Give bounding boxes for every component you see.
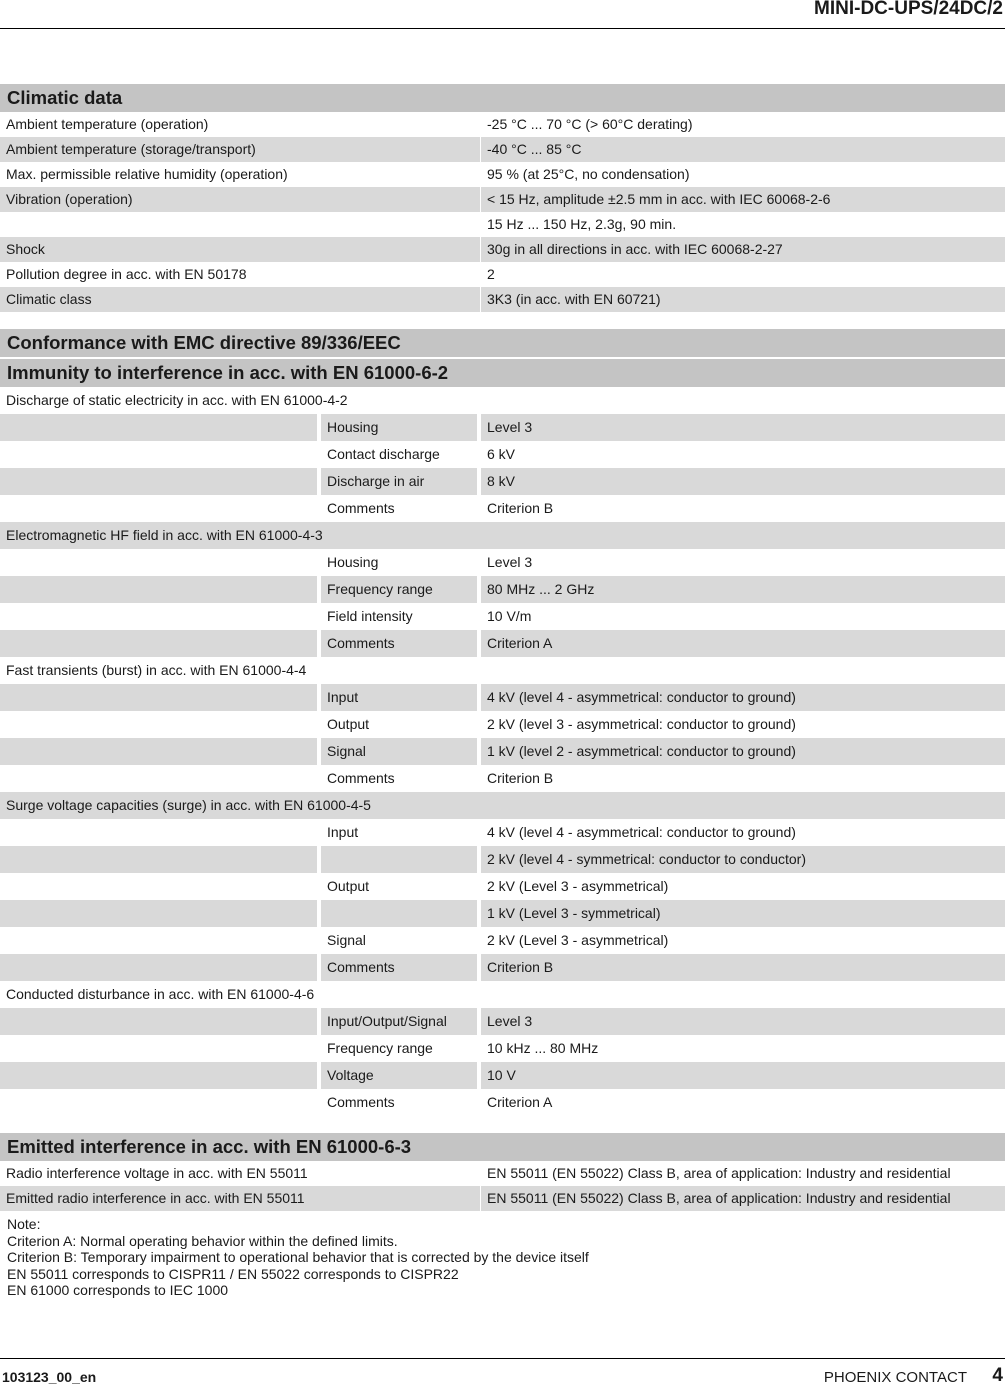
document-title: MINI-DC-UPS/24DC/2: [814, 0, 1003, 19]
table-row: [0, 738, 1005, 765]
param-value: 2 kV (level 3 - asymmetrical: conductor to ground): [487, 716, 796, 732]
table-row: [0, 711, 1005, 738]
notes-block: [0, 1211, 1005, 1299]
table-row: [0, 1008, 1005, 1035]
param-value: 2 kV (Level 3 - asymmetrical): [487, 932, 669, 948]
param-label: Output: [327, 716, 370, 732]
param-value: 10 kHz ... 80 MHz: [487, 1040, 599, 1056]
param-label: Field intensity: [327, 608, 413, 624]
param-value: 4 kV (level 4 - asymmetrical: conductor to ground): [481, 684, 1005, 711]
spec-label: Radio interference voltage in acc. with EN 55011: [6, 1165, 308, 1181]
subsection-title-hf: [0, 522, 1005, 549]
param-value: 8 kV: [481, 468, 1005, 495]
subsection-title-surge: [0, 792, 1005, 819]
param-value: 1 kV (Level 3 - symmetrical): [481, 900, 1005, 927]
param-value: Level 3: [487, 554, 533, 570]
param-label: Output: [327, 878, 370, 894]
page-footer: [0, 1358, 1005, 1387]
param-label: Comments: [327, 1094, 395, 1110]
table-row: [0, 846, 1005, 873]
spec-label: Pollution degree in acc. with EN 50178: [6, 266, 247, 282]
subsection-label: Fast transients (burst) in acc. with EN 61000-4-4: [6, 662, 307, 678]
table-row: [0, 819, 1005, 846]
table-row: [0, 441, 1005, 468]
param-value: 2 kV (level 4 - symmetrical: conductor to conductor): [481, 846, 1005, 873]
param-label: [321, 846, 477, 873]
subsection-label: Conducted disturbance in acc. with EN 61000-4-6: [6, 986, 315, 1002]
param-label: Housing: [327, 554, 379, 570]
table-row: [0, 900, 1005, 927]
table-row: [0, 414, 1005, 441]
param-label: Contact discharge: [327, 446, 440, 462]
page-header: [0, 0, 1005, 29]
param-label: Comments: [321, 954, 477, 981]
table-row: [0, 287, 1005, 312]
table-row: [0, 1089, 1005, 1116]
spec-value: 3K3 (in acc. with EN 60721): [481, 287, 1005, 312]
company-name: PHOENIX CONTACT: [823, 1369, 967, 1386]
spec-label: Shock: [0, 237, 480, 262]
param-value: 10 V/m: [487, 608, 532, 624]
table-row: [0, 112, 1005, 137]
param-value: 10 V: [481, 1062, 1005, 1089]
note-line: EN 61000 corresponds to IEC 1000: [7, 1282, 229, 1298]
table-row: [0, 765, 1005, 792]
table-row: [0, 468, 1005, 495]
spec-value: 15 Hz ... 150 Hz, 2.3g, 90 min.: [487, 216, 677, 232]
table-row: [0, 237, 1005, 262]
spec-value: -40 °C ... 85 °C: [481, 137, 1005, 162]
param-label: Voltage: [321, 1062, 477, 1089]
spec-value: < 15 Hz, amplitude ±2.5 mm in acc. with IEC 60068-2-6: [481, 187, 1005, 212]
note-line: EN 55011 corresponds to CISPR11 / EN 55022 corresponds to CISPR22: [7, 1265, 459, 1282]
param-label: [321, 900, 477, 927]
param-label: Comments: [327, 770, 395, 786]
table-row: [0, 162, 1005, 187]
spec-label: Ambient temperature (operation): [6, 116, 209, 132]
table-row: [0, 1035, 1005, 1062]
table-row: [0, 1161, 1005, 1186]
param-label: Comments: [321, 630, 477, 657]
spec-label: Emitted radio interference in acc. with EN 55011: [0, 1186, 480, 1211]
spec-value: 95 % (at 25°C, no condensation): [487, 166, 690, 182]
spec-value: -25 °C ... 70 °C (> 60°C derating): [487, 116, 693, 132]
param-value: 1 kV (level 2 - asymmetrical: conductor to ground): [481, 738, 1005, 765]
subsection-title-esd: [0, 387, 1005, 414]
subsection-label: Surge voltage capacities (surge) in acc. with EN 61000-4-5: [0, 792, 1005, 819]
param-value: Criterion B: [481, 954, 1005, 981]
spec-label: Climatic class: [0, 287, 480, 312]
spec-value: EN 55011 (EN 55022) Class B, area of application: Industry and residential: [481, 1186, 1005, 1211]
param-value: 6 kV: [487, 446, 516, 462]
table-row: [0, 927, 1005, 954]
spec-label: Vibration (operation): [0, 187, 480, 212]
table-row: [0, 262, 1005, 287]
param-label: Input: [327, 824, 359, 840]
table-row: [0, 684, 1005, 711]
param-value: Level 3: [481, 1008, 1005, 1035]
param-label: Frequency range: [321, 576, 477, 603]
param-label: Comments: [327, 500, 395, 516]
param-label: Input/Output/Signal: [321, 1008, 477, 1035]
param-label: Input: [321, 684, 477, 711]
spec-value: 2: [487, 266, 495, 282]
table-row: [0, 549, 1005, 576]
spec-content: [0, 82, 1005, 1299]
spec-label: Max. permissible relative humidity (operation): [6, 166, 288, 182]
param-value: Criterion A: [481, 630, 1005, 657]
param-value: Level 3: [481, 414, 1005, 441]
subsection-label: Discharge of static electricity in acc. with EN 61000-4-2: [6, 392, 348, 408]
table-row: [0, 212, 1005, 237]
table-row: [0, 495, 1005, 522]
spec-value: EN 55011 (EN 55022) Class B, area of application: Industry and residential: [487, 1165, 951, 1181]
spec-value: 30g in all directions in acc. with IEC 60068-2-27: [481, 237, 1005, 262]
param-label: Frequency range: [327, 1040, 433, 1056]
table-row: [0, 873, 1005, 900]
section-header-emitted: Emitted interference in acc. with EN 61000-6-3: [0, 1133, 1005, 1161]
table-row: [0, 630, 1005, 657]
param-value: Criterion B: [487, 770, 554, 786]
table-row: [0, 137, 1005, 162]
note-line: Criterion B: Temporary impairment to operational behavior that is corrected by the device itself: [7, 1249, 589, 1265]
subsection-label: Electromagnetic HF field in acc. with EN 61000-4-3: [0, 522, 1005, 549]
page-number: 4: [992, 1365, 1003, 1386]
spec-label: [0, 212, 480, 237]
note-line: Note:: [7, 1216, 41, 1232]
table-row: [0, 1062, 1005, 1089]
document-id: 103123_00_en: [2, 1369, 97, 1385]
param-label: Discharge in air: [321, 468, 477, 495]
section-header-climatic: Climatic data: [0, 84, 1005, 112]
spec-label: Ambient temperature (storage/transport): [0, 137, 480, 162]
param-label: Housing: [321, 414, 477, 441]
note-line: Criterion A: Normal operating behavior within the defined limits.: [7, 1232, 398, 1249]
table-row: [0, 576, 1005, 603]
subsection-title-conducted: [0, 981, 1005, 1008]
param-value: Criterion A: [487, 1094, 553, 1110]
param-value: Criterion B: [487, 500, 554, 516]
table-row: [0, 187, 1005, 212]
table-row: [0, 1186, 1005, 1211]
param-value: 2 kV (Level 3 - asymmetrical): [487, 878, 669, 894]
param-label: Signal: [321, 738, 477, 765]
section-header-emc: Conformance with EMC directive 89/336/EEC: [0, 329, 1005, 357]
subsection-title-burst: [0, 657, 1005, 684]
param-value: 80 MHz ... 2 GHz: [481, 576, 1005, 603]
param-value: 4 kV (level 4 - asymmetrical: conductor to ground): [487, 824, 796, 840]
section-header-immunity: Immunity to interference in acc. with EN 61000-6-2: [0, 359, 1005, 387]
table-row: [0, 954, 1005, 981]
table-row: [0, 603, 1005, 630]
param-label: Signal: [327, 932, 366, 948]
